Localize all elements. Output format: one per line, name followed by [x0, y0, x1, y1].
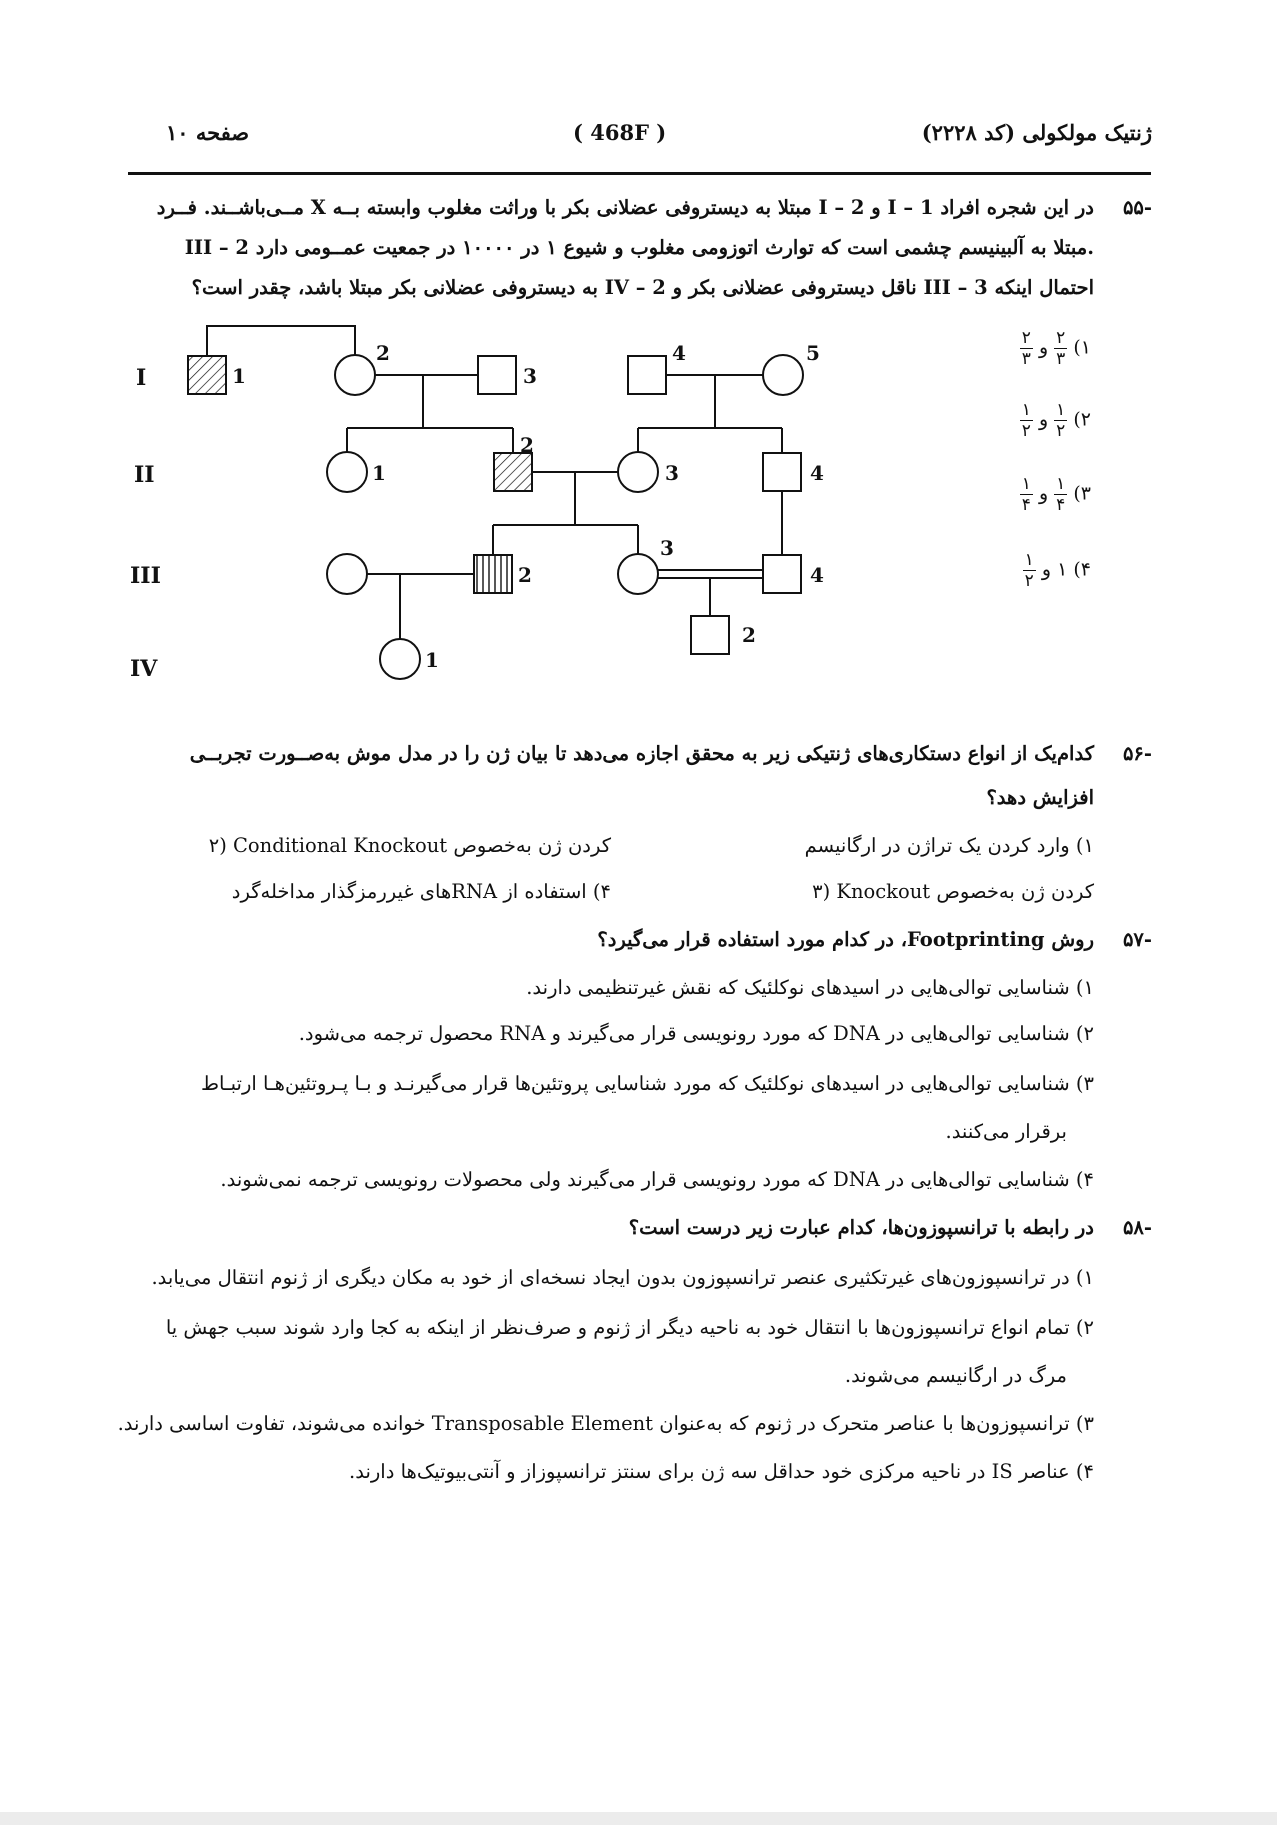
fraction: $\frac{۱}{۲}$: [1024, 550, 1034, 591]
svg-text:1: 1: [425, 648, 439, 672]
svg-text:3: 3: [665, 461, 679, 485]
svg-text:1: 1: [232, 364, 246, 388]
answer-number: ۱): [1073, 336, 1091, 359]
q56-option-2[interactable]: ۲) Conditional Knockout کردن ژن به‌خصوص: [208, 834, 611, 857]
q57-option-3-cont: برقرار می‌کنند.: [945, 1120, 1067, 1143]
svg-text:3: 3: [660, 536, 674, 560]
I5-female: [763, 355, 803, 395]
q55-number: ۵۵-: [1122, 196, 1152, 219]
svg-text:2: 2: [520, 433, 534, 457]
svg-text:I: I: [136, 365, 147, 391]
q57-number: ۵۷-: [1122, 928, 1152, 951]
and-word: و: [1038, 408, 1049, 431]
q57-option-1[interactable]: ۱) شناسایی توالی‌هایی در اسیدهای نوکلئیک که نقش غیرتنظیمی دارند.: [526, 976, 1094, 999]
and-word: و: [1041, 558, 1052, 581]
q57-option-4[interactable]: ۴) شناسایی توالی‌هایی در DNA که مورد رونویسی قرار می‌گیرند ولی محصولات رونویسی ترجمه نمی‌شوند.: [220, 1168, 1094, 1191]
II3-female: [618, 452, 658, 492]
fraction: $\frac{۲}{۳}$: [1056, 328, 1066, 369]
whole-number: ۱: [1057, 558, 1068, 581]
svg-text:1: 1: [372, 461, 386, 485]
svg-text:4: 4: [672, 341, 686, 365]
II2-male-affected: [494, 453, 532, 491]
svg-text:5: 5: [806, 341, 820, 365]
IV1-female: [380, 639, 420, 679]
header-rule: [128, 172, 1151, 175]
q58-number: ۵۸-: [1122, 1216, 1152, 1239]
q58-line1: در رابطه با ترانسپوزون‌ها، کدام عبارت زیر درست است؟: [628, 1216, 1094, 1239]
fraction: $\frac{۱}{۲}$: [1056, 400, 1066, 441]
q56-line2: افزایش دهد؟: [986, 786, 1094, 809]
II4-male: [763, 453, 801, 491]
answer-number: ۴): [1073, 558, 1091, 581]
page-number: صفحه ۱۰: [166, 120, 250, 145]
I1-male-affected: [188, 356, 226, 394]
pedigree-diagram: [120, 310, 840, 700]
svg-text:II: II: [134, 462, 155, 488]
fraction: $\frac{۲}{۳}$: [1021, 328, 1031, 369]
and-word: و: [1038, 482, 1049, 505]
III3-female: [618, 554, 658, 594]
I2-female-affected: [335, 355, 375, 395]
III1-female: [327, 554, 367, 594]
q56-line1: کدام‌یک از انواع دستکاری‌های ژنتیکی زیر به محقق اجازه می‌دهد تا بیان ژن را در مدل موش به‌صــورت تجربــی: [189, 742, 1094, 765]
svg-text:III: III: [130, 563, 161, 589]
exam-subject: ژنتیک مولکولی (کد ۲۲۲۸): [921, 120, 1152, 145]
svg-text:IV: IV: [130, 656, 158, 682]
bottom-band: [0, 1812, 1277, 1825]
svg-text:4: 4: [810, 563, 824, 587]
fraction: $\frac{۱}{۴}$: [1056, 474, 1066, 515]
q57-line1: روش Footprinting، در کدام مورد استفاده قرار می‌گیرد؟: [597, 928, 1094, 951]
answer-number: ۳): [1073, 482, 1091, 505]
fraction: $\frac{۱}{۲}$: [1021, 400, 1031, 441]
q57-option-2[interactable]: ۲) شناسایی توالی‌هایی در DNA که مورد رونویسی قرار می‌گیرند و RNA محصول ترجمه می‌شود.: [298, 1022, 1094, 1045]
q56-number: ۵۶-: [1122, 742, 1152, 765]
answer-number: ۲): [1073, 408, 1091, 431]
q55-answer-3[interactable]: [1020, 474, 1091, 515]
q58-option-2[interactable]: ۲) تمام انواع ترانسپوزون‌ها با انتقال خود به ناحیه دیگر از ژنوم و صرف‌نظر از اینکه به کجا وارد شوند سبب جهش یا: [165, 1316, 1094, 1339]
q57-option-3[interactable]: ۳) شناسایی توالی‌هایی در اسیدهای نوکلئیک که مورد شناسایی پروتئین‌ها قرار می‌گیرنـد و بـا پـروتئین‌هـا ارتبـاط: [200, 1072, 1094, 1095]
I4-male: [628, 356, 666, 394]
q58-option-1[interactable]: ۱) در ترانسپوزون‌های غیرتکثیری عنصر ترانسپوزون بدون ایجاد نسخه‌ای از خود به مکان دیگری از ژنوم انتقال می‌یابد.: [151, 1266, 1094, 1289]
svg-text:4: 4: [810, 461, 824, 485]
svg-text:2: 2: [518, 563, 532, 587]
svg-text:3: 3: [523, 364, 537, 388]
svg-text:2: 2: [376, 341, 390, 365]
q56-option-4[interactable]: ۴) استفاده از RNAهای غیررمزگذار مداخله‌گرد: [231, 880, 611, 903]
q55-line3: احتمال اینکه III – 3 ناقل دیستروفی عضلانی بکر و IV – 2 به دیستروفی عضلانی بکر مبتلا باشد، چقدر است؟: [191, 276, 1094, 299]
q55-line2: III – 2 مبتلا به آلبینیسم چشمی است که توارث اتوزومی مغلوب و شیوع ۱ در ۱۰۰۰۰ در جمعیت عمــومی دارد.: [184, 236, 1094, 259]
III2-male-affected: [474, 555, 512, 593]
IV2-male: [691, 616, 729, 654]
q58-option-2-cont: مرگ در ارگانیسم می‌شوند.: [844, 1364, 1067, 1387]
q56-option-1[interactable]: ۱) وارد کردن یک تراژن در ارگانیسم: [804, 834, 1094, 857]
q55-answer-2[interactable]: [1020, 400, 1091, 441]
I3-male: [478, 356, 516, 394]
fraction: $\frac{۱}{۴}$: [1021, 474, 1031, 515]
exam-code: ( 468F ): [573, 120, 667, 145]
II1-female: [327, 452, 367, 492]
and-word: و: [1038, 336, 1049, 359]
q58-option-4[interactable]: ۴) عناصر IS در ناحیه مرکزی خود حداقل سه ژن برای سنتز ترانسپوزاز و آنتی‌بیوتیک‌ها دارند.: [349, 1460, 1094, 1483]
III4-male: [763, 555, 801, 593]
q55-line1: در این شجره افراد I – 1 و I – 2 مبتلا به دیستروفی عضلانی بکر با وراثت مغلوب وابسته بــه X مــی‌باشــند. فــرد: [156, 196, 1094, 219]
q56-option-3[interactable]: ۳) Knockout کردن ژن به‌خصوص: [812, 880, 1094, 903]
q58-option-3[interactable]: ۳) ترانسپوزون‌ها با عناصر متحرک در ژنوم که به‌عنوان Transposable Element خوانده می‌شوند، تفاوت اساسی دارند.: [117, 1412, 1094, 1435]
q55-answer-4[interactable]: [1023, 550, 1091, 591]
q55-answer-1[interactable]: [1020, 328, 1091, 369]
svg-text:2: 2: [742, 623, 756, 647]
